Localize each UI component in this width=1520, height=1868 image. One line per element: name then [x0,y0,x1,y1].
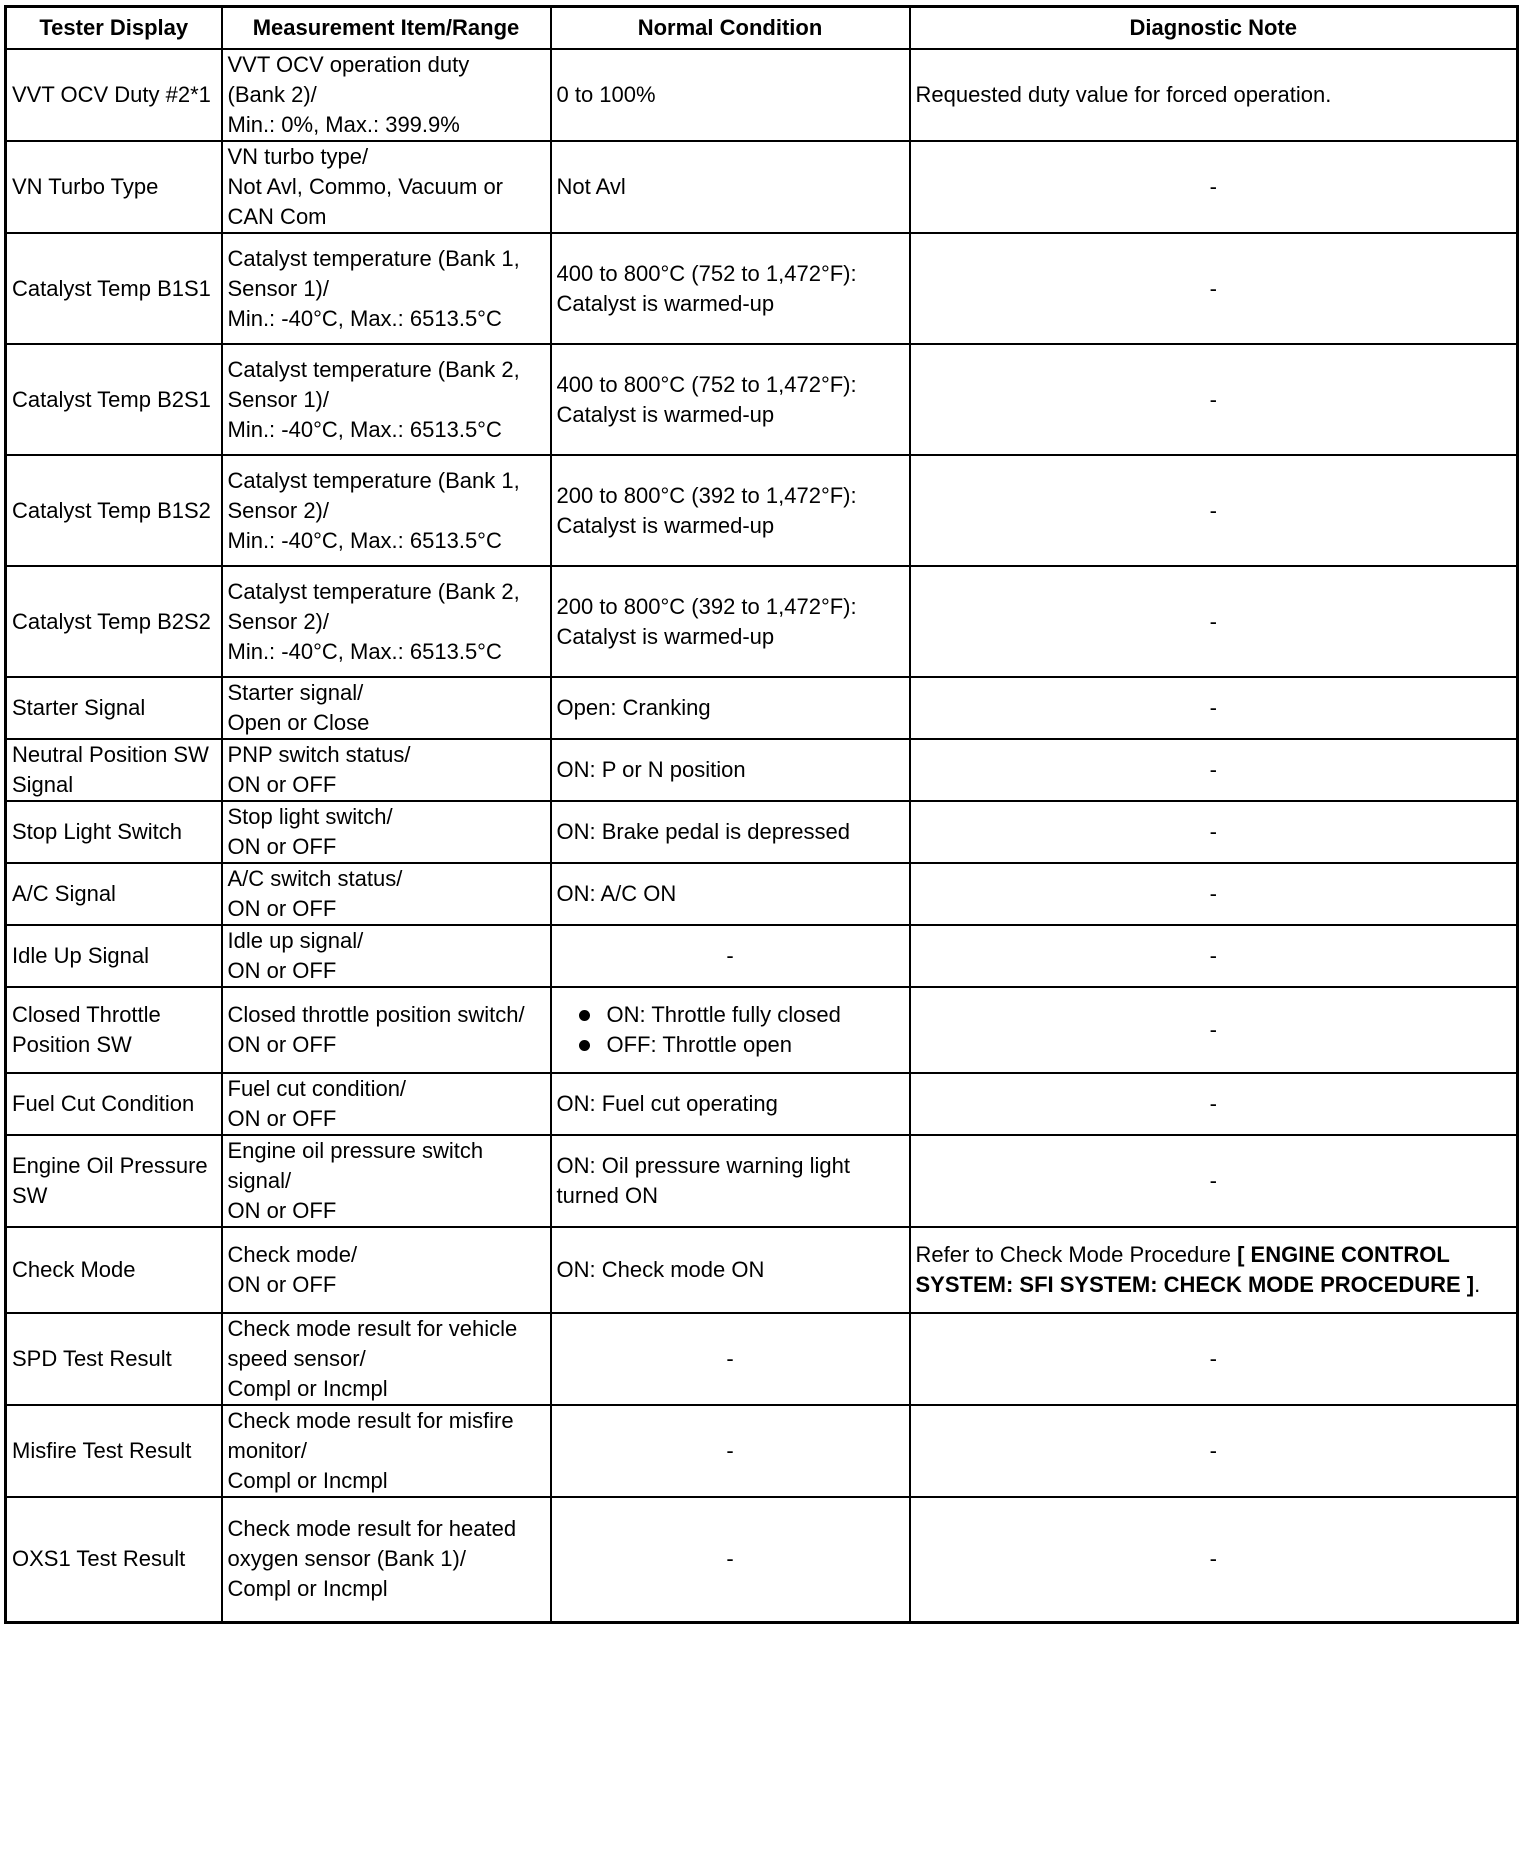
tester-display-cell: Misfire Test Result [6,1405,222,1497]
normal-condition-cell: 400 to 800°C (752 to 1,472°F): Catalyst is warmed-up [551,233,910,344]
tester-display-cell: Neutral Position SW Signal [6,739,222,801]
tester-display-cell: Fuel Cut Condition [6,1073,222,1135]
diagnostic-note-cell: Requested duty value for forced operation. [910,49,1518,141]
diagnostic-note-cell: - [910,801,1518,863]
tester-display-cell: Engine Oil Pressure SW [6,1135,222,1227]
measurement-item-cell: Catalyst temperature (Bank 2, Sensor 2)/ Min.: -40°C, Max.: 6513.5°C [222,566,551,677]
tester-display-cell: Closed Throttle Position SW [6,987,222,1073]
procedure-reference-link[interactable]: [ ENGINE CONTROL SYSTEM: SFI SYSTEM: CHECK MODE PROCEDURE ] [915,1242,1475,1297]
measurement-item-cell: Catalyst temperature (Bank 1, Sensor 2)/ Min.: -40°C, Max.: 6513.5°C [222,455,551,566]
measurement-item-cell: A/C switch status/ ON or OFF [222,863,551,925]
bullet-list [557,1000,904,1060]
tester-display-cell: OXS1 Test Result [6,1497,222,1622]
normal-condition-cell: ON: Check mode ON [551,1227,910,1313]
diagnostic-note-cell: - [910,566,1518,677]
normal-condition-cell: Open: Cranking [551,677,910,739]
measurement-item-cell: VN turbo type/ Not Avl, Commo, Vacuum or CAN Com [222,141,551,233]
diagnostic-note-cell: - [910,1405,1518,1497]
tester-display-cell: VVT OCV Duty #2*1 [6,49,222,141]
table-row [6,455,1518,566]
table-row [6,49,1518,141]
diagnostic-note-cell: - [910,1497,1518,1622]
normal-condition-cell: ON: Fuel cut operating [551,1073,910,1135]
measurement-item-cell: Check mode result for heated oxygen sensor (Bank 1)/ Compl or Incmpl [222,1497,551,1622]
measurement-item-cell: VVT OCV operation duty (Bank 2)/ Min.: 0%, Max.: 399.9% [222,49,551,141]
table-row [6,1227,1518,1313]
measurement-item-cell: Closed throttle position switch/ ON or OFF [222,987,551,1073]
table-row [6,863,1518,925]
diagnostic-note-cell: - [910,455,1518,566]
tester-display-cell: Catalyst Temp B1S1 [6,233,222,344]
normal-condition-cell: 200 to 800°C (392 to 1,472°F): Catalyst is warmed-up [551,566,910,677]
normal-condition-cell: 200 to 800°C (392 to 1,472°F): Catalyst is warmed-up [551,455,910,566]
table-row [6,1073,1518,1135]
normal-condition-cell: - [551,1405,910,1497]
normal-condition-cell: 0 to 100% [551,49,910,141]
header-row [6,7,1518,50]
tester-display-cell: A/C Signal [6,863,222,925]
tester-display-cell: Starter Signal [6,677,222,739]
note-suffix: . [1474,1272,1481,1297]
list-item: OFF: Throttle open [577,1030,904,1060]
tester-display-cell: Catalyst Temp B1S2 [6,455,222,566]
note-text: Refer to Check Mode Procedure [915,1242,1238,1267]
tester-display-cell: Idle Up Signal [6,925,222,987]
header-normal-condition: Normal Condition [551,7,910,50]
measurement-item-cell: Catalyst temperature (Bank 1, Sensor 1)/ Min.: -40°C, Max.: 6513.5°C [222,233,551,344]
measurement-item-cell: Starter signal/ Open or Close [222,677,551,739]
table-row [6,739,1518,801]
measurement-item-cell: Catalyst temperature (Bank 2, Sensor 1)/ Min.: -40°C, Max.: 6513.5°C [222,344,551,455]
measurement-item-cell: Check mode result for misfire monitor/ Compl or Incmpl [222,1405,551,1497]
table-row [6,677,1518,739]
tester-display-cell: Catalyst Temp B2S1 [6,344,222,455]
table-row [6,987,1518,1073]
diagnostic-note-cell: - [910,677,1518,739]
diagnostic-note-cell: - [910,141,1518,233]
measurement-item-cell: Engine oil pressure switch signal/ ON or OFF [222,1135,551,1227]
measurement-item-cell: Check mode result for vehicle speed sensor/ Compl or Incmpl [222,1313,551,1405]
diagnostic-note-cell: - [910,925,1518,987]
normal-condition-cell: ON: Brake pedal is depressed [551,801,910,863]
tester-display-cell: Stop Light Switch [6,801,222,863]
diagnostic-note-cell: - [910,344,1518,455]
table-row [6,801,1518,863]
normal-condition-cell: ON: P or N position [551,739,910,801]
table-row [6,141,1518,233]
table-row [6,566,1518,677]
table-row [6,233,1518,344]
tester-display-cell: SPD Test Result [6,1313,222,1405]
table-row [6,1135,1518,1227]
measurement-item-cell: Check mode/ ON or OFF [222,1227,551,1313]
normal-condition-cell [551,987,910,1073]
measurement-item-cell: Stop light switch/ ON or OFF [222,801,551,863]
diagnostic-note-cell: - [910,739,1518,801]
tester-display-cell: Check Mode [6,1227,222,1313]
table-row [6,344,1518,455]
normal-condition-cell: ON: A/C ON [551,863,910,925]
tester-display-cell: VN Turbo Type [6,141,222,233]
table-row [6,1497,1518,1622]
measurement-item-cell: Idle up signal/ ON or OFF [222,925,551,987]
measurement-item-cell: PNP switch status/ ON or OFF [222,739,551,801]
normal-condition-cell: - [551,1497,910,1622]
table-row [6,1313,1518,1405]
diagnostic-note-cell [910,1227,1518,1313]
measurement-item-cell: Fuel cut condition/ ON or OFF [222,1073,551,1135]
diagnostic-note-cell: - [910,1073,1518,1135]
diagnostic-note-cell: - [910,987,1518,1073]
normal-condition-cell: - [551,925,910,987]
data-list-table [4,5,1519,1624]
normal-condition-cell: ON: Oil pressure warning light turned ON [551,1135,910,1227]
header-measurement-item: Measurement Item/Range [222,7,551,50]
diagnostic-note-cell: - [910,863,1518,925]
diagnostic-note-cell: - [910,233,1518,344]
tester-display-cell: Catalyst Temp B2S2 [6,566,222,677]
list-item: ON: Throttle fully closed [577,1000,904,1030]
normal-condition-cell: Not Avl [551,141,910,233]
diagnostic-note-cell: - [910,1313,1518,1405]
table-row [6,1405,1518,1497]
diagnostic-note-cell: - [910,1135,1518,1227]
header-diagnostic-note: Diagnostic Note [910,7,1518,50]
normal-condition-cell: - [551,1313,910,1405]
header-tester-display: Tester Display [6,7,222,50]
normal-condition-cell: 400 to 800°C (752 to 1,472°F): Catalyst is warmed-up [551,344,910,455]
table-row [6,925,1518,987]
